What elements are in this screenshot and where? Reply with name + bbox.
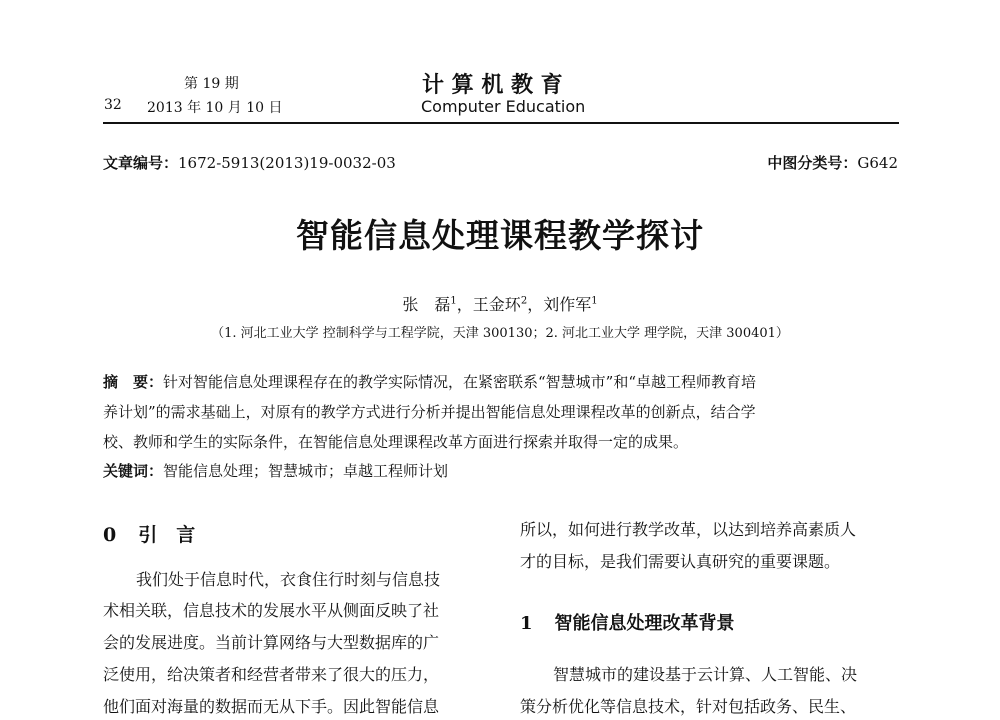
- issue-label: 第 19 期: [184, 76, 239, 92]
- affiliation: （1. 河北工业大学 控制科学与工程学院，天津 300130；2. 河北工业大学 理学院，天津 300401）: [211, 326, 789, 341]
- journal-name-cn: 计 算 机 教 育: [422, 72, 563, 98]
- author-1: 张 磊: [402, 295, 451, 314]
- left-line-2: 术相关联，信息技术的发展水平从侧面反映了社: [103, 601, 440, 620]
- section-1-number: 1: [520, 613, 533, 634]
- article-number: [103, 152, 396, 173]
- journal-name-en: Computer Education: [421, 97, 586, 116]
- right-line-1: 所以，如何进行教学改革，以达到培养高素质人: [520, 520, 857, 539]
- article-number-label: 文章编号：: [103, 154, 179, 172]
- section-0-number: 0: [103, 524, 117, 546]
- page-number: 32: [104, 97, 122, 113]
- section-1-heading: [520, 609, 735, 635]
- author-2-affil: 2: [520, 295, 528, 307]
- abstract-line-3: 校、教师和学生的实际条件，在智能信息处理课程改革方面进行探索并取得一定的成果。: [103, 433, 689, 451]
- abstract-text: 针对智能信息处理课程存在的教学实际情况，在紧密联系“智慧城市”和“卓越工程师教育培: [163, 373, 757, 391]
- author-sep-1: ，: [456, 295, 473, 314]
- left-line-5: 他们面对海量的数据而无从下手。因此智能信息: [103, 697, 440, 716]
- keywords: [103, 462, 899, 480]
- classification-number: [767, 152, 898, 173]
- abstract-line-1: [103, 373, 899, 391]
- author-line: [0, 292, 1000, 315]
- author-2: 王金环: [472, 295, 521, 314]
- section-0-heading: [103, 520, 195, 547]
- issue-date: 2013 年 10 月 10 日: [147, 100, 283, 116]
- right-line-2: 才的目标，是我们需要认真研究的重要课题。: [520, 552, 841, 571]
- section-1-title: 智能信息处理改革背景: [554, 613, 735, 634]
- keywords-text: 智能信息处理；智慧城市；卓越工程师计划: [163, 462, 449, 480]
- keywords-label: 关键词：: [103, 462, 164, 480]
- author-sep-2: ，: [527, 295, 544, 314]
- header-rule: [103, 122, 899, 124]
- abstract-line-2: 养计划”的需求基础上，对原有的教学方式进行分析并提出智能信息处理课程改革的创新点，结合学: [103, 403, 756, 421]
- left-line-3: 会的发展进度。当前计算网络与大型数据库的广: [103, 633, 440, 652]
- author-3-affil: 1: [591, 295, 598, 307]
- article-title: 智能信息处理课程教学探讨: [296, 216, 704, 255]
- section-0-title: 引 言: [138, 524, 196, 546]
- abstract-label: 摘 要：: [103, 373, 164, 391]
- left-line-1: 我们处于信息时代，衣食住行时刻与信息技: [136, 570, 441, 589]
- right-line-3: 智慧城市的建设基于云计算、人工智能、决: [553, 665, 858, 684]
- left-line-4: 泛使用，给决策者和经营者带来了很大的压力，: [103, 665, 440, 684]
- right-line-4: 策分析优化等信息技术，针对包括政务、民生、: [520, 697, 857, 716]
- author-1-affil: 1: [450, 295, 457, 307]
- author-3: 刘作军: [543, 295, 592, 314]
- classification-value: G642: [857, 154, 898, 172]
- classification-label: 中图分类号：: [767, 154, 858, 172]
- article-number-value: 1672-5913(2013)19-0032-03: [178, 154, 396, 172]
